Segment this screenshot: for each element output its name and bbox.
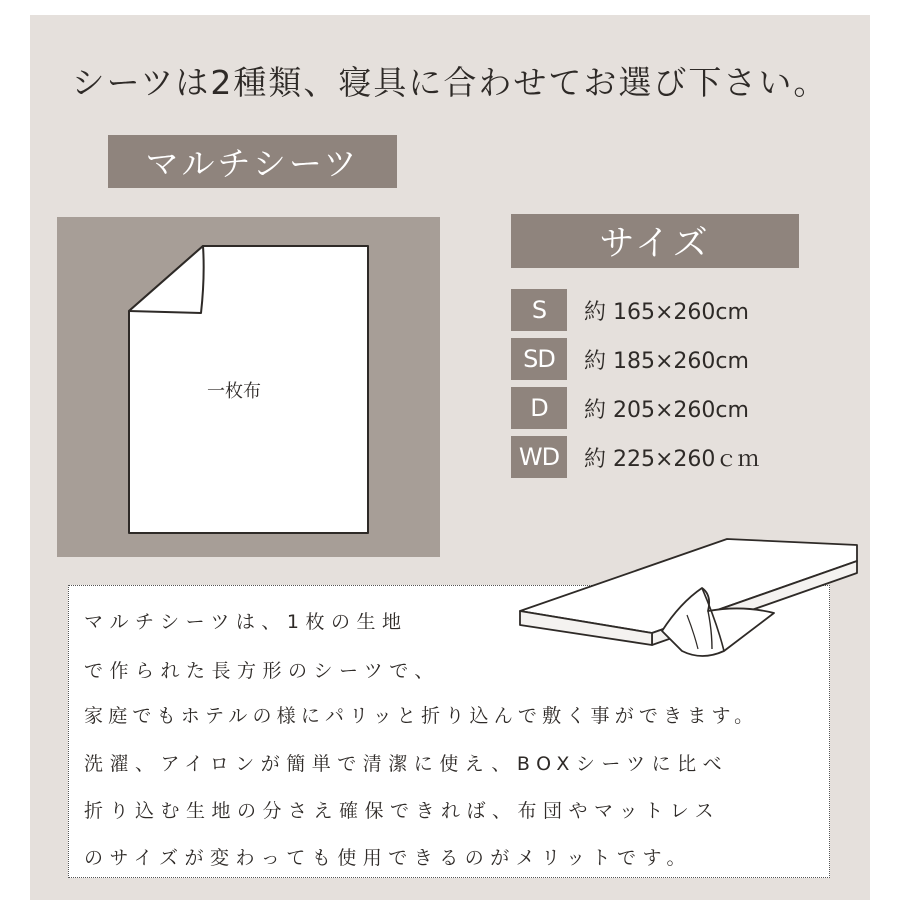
size-dimensions: 約 205×260cm bbox=[584, 398, 749, 423]
size-code-badge: S bbox=[511, 289, 567, 331]
page-headline: シーツは2種類、寝具に合わせてお選び下さい。 bbox=[71, 63, 829, 102]
size-code-badge: D bbox=[511, 387, 567, 429]
size-dimensions: 約 185×260cm bbox=[584, 349, 749, 374]
description-line: マルチシーツは、1枚の生地 bbox=[84, 611, 408, 633]
description-line: のサイズが変わっても使用できるのがメリットです。 bbox=[84, 847, 693, 869]
description-line: で作られた長方形のシーツで、 bbox=[84, 660, 440, 682]
size-dimensions: 約 225×260ｃｍ bbox=[584, 447, 760, 472]
size-section-title: サイズ bbox=[511, 214, 799, 268]
size-code-badge: WD bbox=[511, 436, 567, 478]
size-dimensions: 約 165×260cm bbox=[584, 300, 749, 325]
illustration-label: 一枚布 bbox=[207, 381, 261, 402]
multi-sheet-label: マルチシーツ bbox=[108, 135, 397, 188]
description-line: 折り込む生地の分さえ確保できれば、布団やマットレス bbox=[84, 800, 721, 822]
mattress-with-sheet-icon bbox=[512, 533, 862, 668]
size-code-badge: SD bbox=[511, 338, 567, 380]
description-line: 洗濯、アイロンが簡単で清潔に使え、BOXシーツに比べ bbox=[84, 753, 729, 775]
description-line: 家庭でもホテルの様にパリッと折り込んで敷く事ができます。 bbox=[84, 705, 759, 727]
